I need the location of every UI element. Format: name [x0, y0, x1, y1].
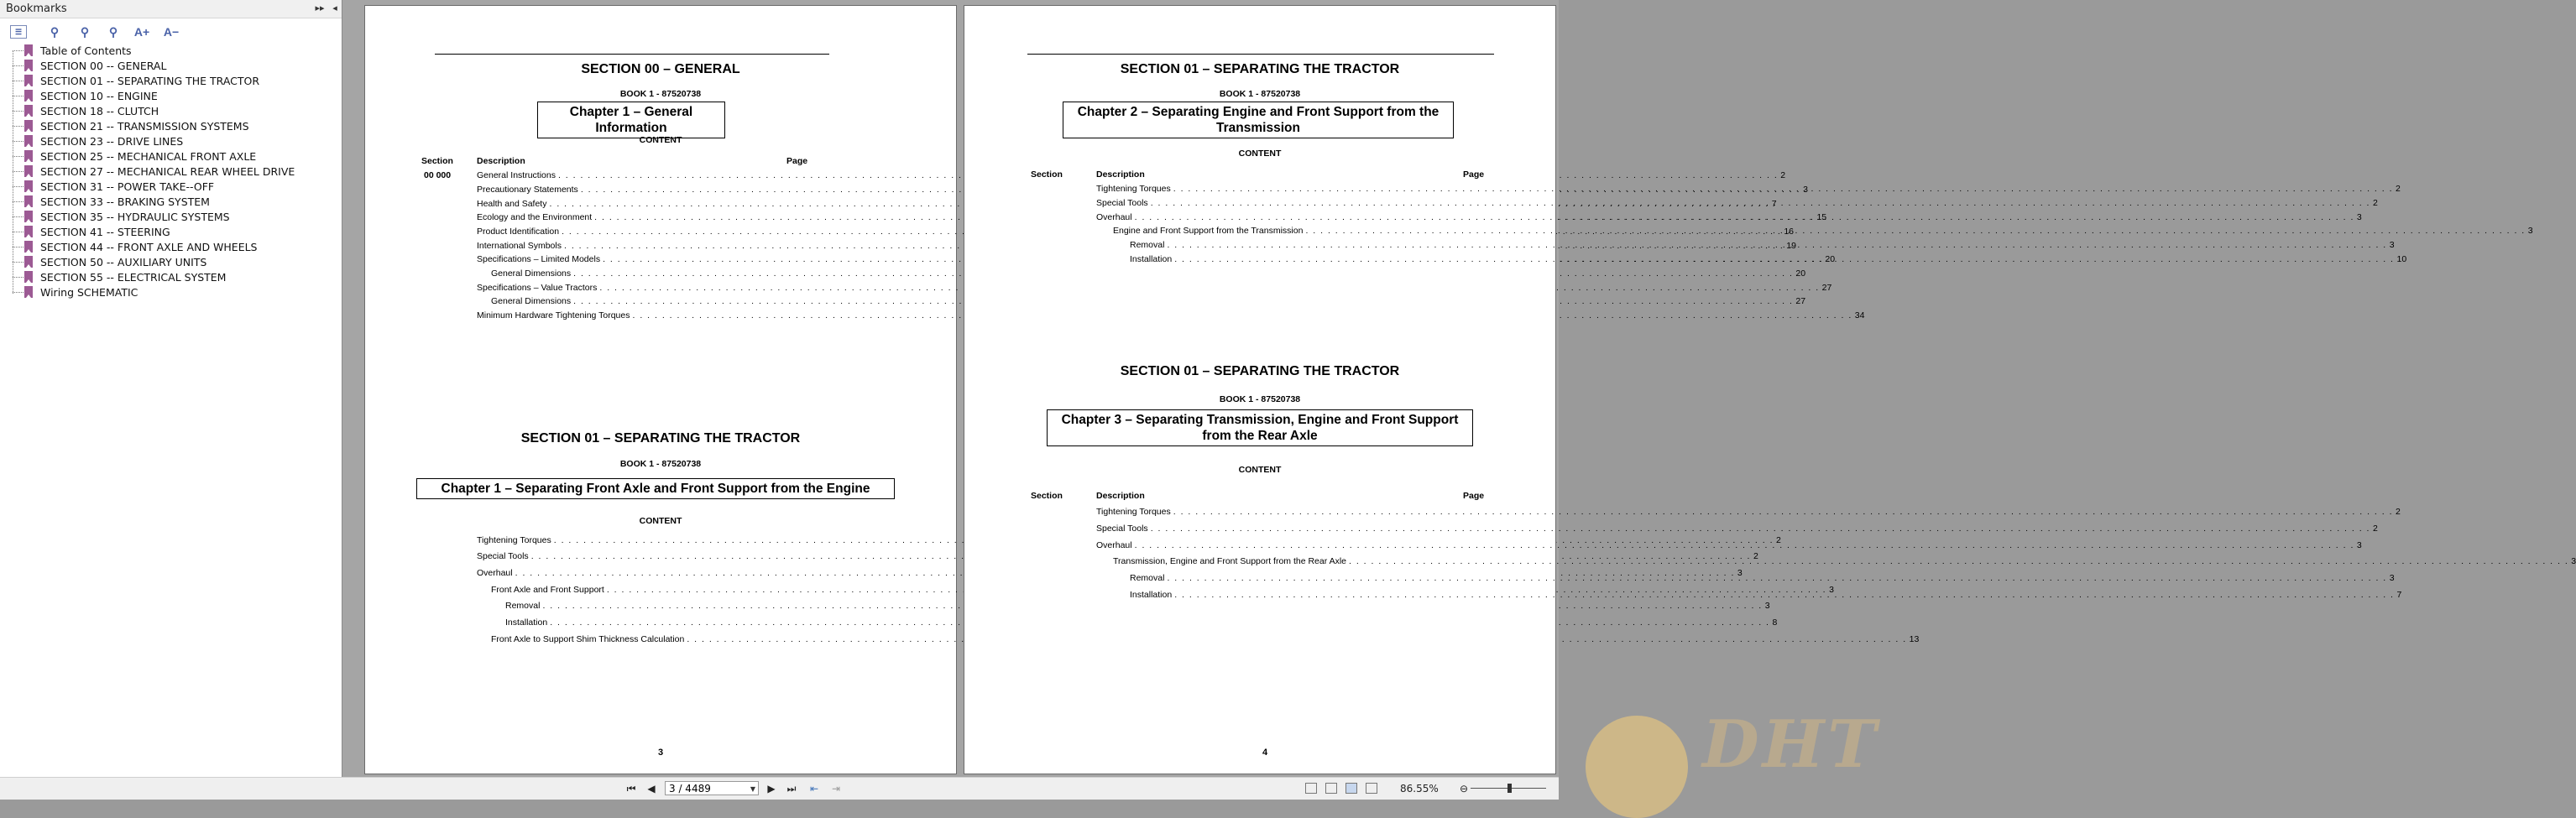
toc-entry[interactable]: Installation . . . 7: [1130, 589, 1483, 601]
toc-entry[interactable]: Special Tools . . . 2: [1096, 197, 1483, 209]
bookmark-label: SECTION 41 -- STEERING: [40, 226, 170, 238]
bookmarks-title: Bookmarks: [6, 3, 67, 15]
column-section: Section: [1031, 169, 1063, 180]
content-label: CONTENT: [639, 135, 682, 145]
chapter-title: Chapter 2 – Separating Engine and Front Support from the Transmission: [1063, 102, 1454, 138]
bookmark-icon: [24, 211, 33, 222]
column-page: Page: [786, 156, 808, 166]
goto-bookmark-icon[interactable]: ⚲: [108, 25, 118, 39]
collapse-panel-icon[interactable]: ▸▸: [315, 3, 325, 13]
bookmark-section-25[interactable]: [0, 149, 342, 164]
single-page-icon[interactable]: [1305, 783, 1317, 794]
toc-entry[interactable]: Tightening Torques . . . 2: [1096, 183, 1483, 195]
toc-entry[interactable]: Specifications – Limited Models . . . 20: [477, 253, 807, 265]
bookmark-icon: [24, 286, 33, 298]
chapter-title: Chapter 3 – Separating Transmission, Engine and Front Support from the Rear Axle: [1047, 409, 1473, 446]
bookmark-icon: [24, 44, 33, 56]
toc-entry[interactable]: Product Identification . . . 16: [477, 226, 807, 237]
column-page: Page: [1463, 491, 1485, 501]
bookmark-section-00[interactable]: [0, 59, 342, 74]
toc-entry[interactable]: Engine and Front Support from the Transmission . . . 3: [1113, 225, 1483, 237]
previous-view-icon[interactable]: ⇤: [809, 783, 819, 795]
section-title: SECTION 01 – SEPARATING THE TRACTOR: [1120, 62, 1400, 76]
bookmark-label: SECTION 35 -- HYDRAULIC SYSTEMS: [40, 211, 230, 223]
bookmark-section-33[interactable]: [0, 195, 342, 210]
column-page: Page: [1463, 169, 1485, 180]
page-number: 3: [658, 748, 664, 758]
column-description: Description: [1096, 491, 1145, 501]
zoom-out-icon[interactable]: ⊖: [1459, 783, 1469, 795]
watermark-text: DHT: [1702, 706, 1880, 783]
book-number: BOOK 1 - 87520738: [619, 459, 702, 469]
expand-icon[interactable]: ☰: [10, 25, 27, 39]
toc-entry[interactable]: Removal . . . 3: [505, 600, 807, 612]
bookmark-section-18[interactable]: [0, 104, 342, 119]
toc-entry[interactable]: International Symbols . . . 19: [477, 240, 807, 252]
bookmark-label: Wiring SCHEMATIC: [40, 286, 138, 299]
dropdown-arrow-icon[interactable]: ▼: [750, 785, 755, 793]
bookmark-icon: [24, 60, 33, 71]
facing-pages-icon[interactable]: [1345, 783, 1357, 794]
column-description: Description: [1096, 169, 1145, 180]
next-view-icon[interactable]: ⇥: [831, 783, 841, 795]
book-number: BOOK 1 - 87520738: [1219, 394, 1301, 404]
bookmark-label: SECTION 33 -- BRAKING SYSTEM: [40, 195, 210, 208]
toc-entry[interactable]: Front Axle to Support Shim Thickness Calculation . . . 13: [491, 633, 807, 645]
next-page-icon[interactable]: ▶: [767, 783, 776, 795]
zoom-slider-handle[interactable]: [1507, 784, 1512, 793]
bookmark-section-50[interactable]: [0, 255, 342, 270]
page-number: 4: [1262, 748, 1268, 758]
bookmark-section-31[interactable]: [0, 180, 342, 195]
bookmark-icon: [24, 165, 33, 177]
toc-entry[interactable]: Removal . . . 3: [1130, 572, 1483, 584]
toc-entry[interactable]: Front Axle and Front Support . . . 3: [491, 584, 807, 596]
bookmark-icon: [24, 241, 33, 253]
bookmark-label: Table of Contents: [40, 44, 132, 57]
previous-page-icon[interactable]: ◀: [647, 783, 656, 795]
toc-entry[interactable]: Tightening Torques . . . 2: [477, 534, 807, 546]
add-bookmark-icon[interactable]: ⚲: [80, 25, 90, 39]
chapter-title: Chapter 1 – Separating Front Axle and Front Support from the Engine: [416, 478, 895, 499]
last-page-icon[interactable]: ⏭: [786, 783, 797, 795]
bookmark-label: SECTION 10 -- ENGINE: [40, 90, 158, 102]
bookmark-label: SECTION 25 -- MECHANICAL FRONT AXLE: [40, 150, 257, 163]
find-bookmark-icon[interactable]: ⚲: [50, 25, 60, 39]
bookmark-icon: [24, 180, 33, 192]
decrease-font-icon[interactable]: A−: [163, 25, 180, 39]
bookmark-section-01[interactable]: [0, 74, 342, 89]
section-title: SECTION 00 – GENERAL: [581, 62, 740, 76]
bookmark-icon: [24, 75, 33, 86]
bookmark-label: SECTION 21 -- TRANSMISSION SYSTEMS: [40, 120, 249, 133]
column-section: Section: [1031, 491, 1063, 501]
document-view[interactable]: [342, 0, 2576, 783]
bookmark-icon: [24, 226, 33, 237]
toc-entry[interactable]: General Dimensions . . . 27: [491, 295, 807, 307]
bookmark-icon: [24, 195, 33, 207]
bookmark-icon: [24, 105, 33, 117]
bookmark-wiring-schematic[interactable]: [0, 285, 342, 300]
section-title: SECTION 01 – SEPARATING THE TRACTOR: [520, 431, 801, 445]
bookmark-section-44[interactable]: [0, 240, 342, 255]
toc-entry[interactable]: Specifications – Value Tractors . . . 27: [477, 282, 807, 294]
toc-entry[interactable]: Ecology and the Environment . . . 15: [477, 211, 807, 223]
first-page-icon[interactable]: ⏮: [626, 783, 636, 795]
toc-entry[interactable]: Overhaul . . . 3: [1096, 539, 1483, 551]
toc-entry[interactable]: Transmission, Engine and Front Support from the Rear Axle . . . 3: [1113, 555, 1483, 567]
column-description: Description: [477, 156, 525, 166]
toc-entry[interactable]: Installation . . . 8: [505, 617, 807, 628]
content-label: CONTENT: [1238, 465, 1282, 475]
bookmark-label: SECTION 00 -- GENERAL: [40, 60, 167, 72]
toc-entry[interactable]: Overhaul . . . 3: [477, 567, 807, 579]
bookmark-icon: [24, 120, 33, 132]
watermark-logo: [1586, 716, 1688, 818]
section-number: 00 000: [424, 170, 452, 180]
toc-entry[interactable]: Health and Safety . . . 7: [477, 198, 807, 210]
toc-entry[interactable]: Tightening Torques . . . 2: [1096, 506, 1483, 518]
content-label: CONTENT: [639, 516, 682, 526]
bookmark-section-35[interactable]: [0, 210, 342, 225]
bookmark-section-41[interactable]: [0, 225, 342, 240]
bookmark-section-55[interactable]: [0, 270, 342, 285]
book-number: BOOK 1 - 87520738: [1219, 89, 1301, 99]
bookmarks-header: [0, 0, 342, 18]
bookmark-section-10[interactable]: [0, 89, 342, 104]
bookmark-icon: [24, 90, 33, 102]
bookmark-tree: [0, 44, 342, 300]
header-rule: [435, 54, 829, 55]
bookmarks-panel: [0, 0, 342, 777]
bookmark-section-27[interactable]: [0, 164, 342, 180]
bookmark-icon: [24, 135, 33, 147]
bookmark-label: SECTION 55 -- ELECTRICAL SYSTEM: [40, 271, 227, 284]
toc-entry[interactable]: Special Tools . . . 2: [1096, 523, 1483, 534]
zoom-level: 86.55%: [1400, 783, 1439, 795]
toc-entry[interactable]: General Dimensions . . . 20: [491, 268, 807, 279]
toc-entry[interactable]: Special Tools . . . 2: [477, 550, 807, 562]
toc-entry[interactable]: Installation . . . 10: [1130, 253, 1483, 265]
toc-entry[interactable]: Removal . . . 3: [1130, 239, 1483, 251]
toc-entry[interactable]: General Instructions . . . 2: [477, 169, 807, 181]
toc-entry[interactable]: Precautionary Statements . . . 3: [477, 184, 807, 195]
bookmark-label: SECTION 23 -- DRIVE LINES: [40, 135, 184, 148]
book-number: BOOK 1 - 87520738: [619, 89, 702, 99]
bookmark-label: SECTION 27 -- MECHANICAL REAR WHEEL DRIVE: [40, 165, 295, 178]
bookmark-table-of-contents[interactable]: [0, 44, 342, 59]
bookmarks-toolbar: [0, 18, 342, 44]
chapter-title: Chapter 1 – General Information: [537, 102, 725, 138]
bookmark-label: SECTION 18 -- CLUTCH: [40, 105, 159, 117]
increase-font-icon[interactable]: A+: [133, 25, 150, 39]
header-rule: [1027, 54, 1494, 55]
bookmark-label: SECTION 50 -- AUXILIARY UNITS: [40, 256, 207, 268]
bookmark-label: SECTION 31 -- POWER TAKE--OFF: [40, 180, 215, 193]
toc-entry[interactable]: Overhaul . . . 3: [1096, 211, 1483, 223]
bookmark-label: SECTION 01 -- SEPARATING THE TRACTOR: [40, 75, 260, 87]
toc-entry[interactable]: Minimum Hardware Tightening Torques . . . 34: [477, 310, 807, 321]
continuous-page-icon[interactable]: [1325, 783, 1337, 794]
bookmark-icon: [24, 256, 33, 268]
close-panel-icon[interactable]: ◂: [332, 3, 337, 13]
continuous-facing-icon[interactable]: [1366, 783, 1377, 794]
page-field-value: 3 / 4489: [669, 783, 711, 795]
bookmark-section-23[interactable]: [0, 134, 342, 149]
bookmark-label: SECTION 44 -- FRONT AXLE AND WHEELS: [40, 241, 258, 253]
page-number-input[interactable]: [665, 781, 759, 795]
bookmark-section-21[interactable]: [0, 119, 342, 134]
bookmark-icon: [24, 271, 33, 283]
section-title: SECTION 01 – SEPARATING THE TRACTOR: [1120, 364, 1400, 378]
bookmark-icon: [24, 150, 33, 162]
navigation-bar: [0, 777, 1559, 800]
column-section: Section: [421, 156, 453, 166]
content-label: CONTENT: [1238, 148, 1282, 159]
